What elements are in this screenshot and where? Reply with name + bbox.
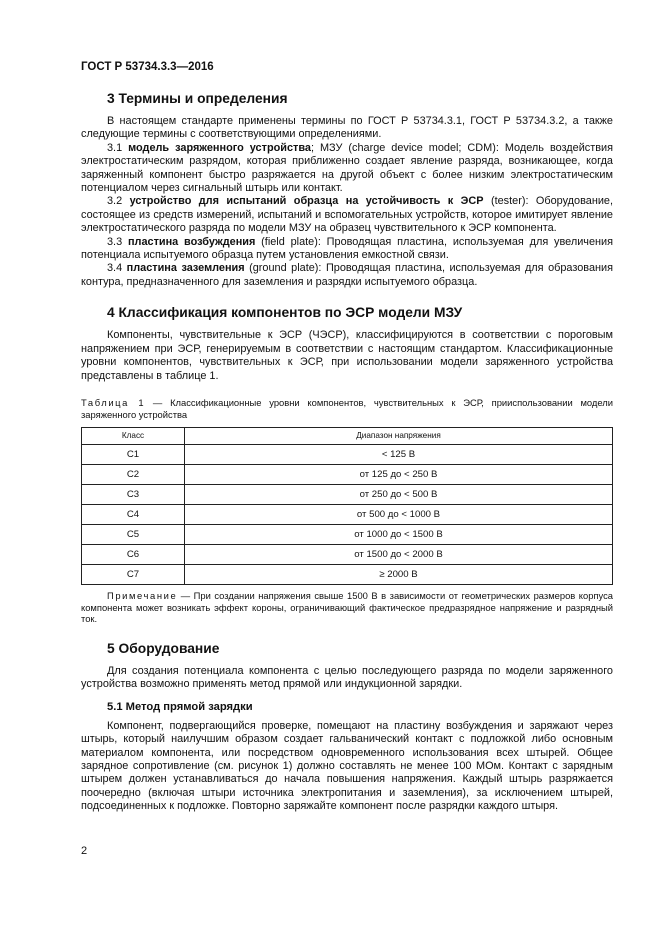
section-4-text: Компоненты, чувствительные к ЭСР (ЧЭСР), классифицируются в соответствии с пороговым напряжением при ЭСР, генерируемым в соответствии с настоящим стандартом. Классификационные уровни компонентов, чувствительных к ЭСР, при использовании модели заряженного устройства представлены в таблице 1. xyxy=(81,329,613,382)
term-definition: (tester): Оборудование, состоящее из средств измерений, испытаний и вспомогательных устройств, которое имитирует явление электростатического разряда по модели МЗУ на образец чувствительного к ЭСР компонента. xyxy=(81,195,613,235)
table-row xyxy=(82,485,613,505)
range-cell: от 500 до < 1000 В xyxy=(185,505,613,525)
table-row xyxy=(82,505,613,525)
section-3 xyxy=(81,91,613,289)
header-voltage-range: Диапазон напряжения xyxy=(185,428,613,445)
section-4 xyxy=(81,305,613,625)
table-row xyxy=(82,545,613,565)
term-3-1 xyxy=(81,142,613,196)
class-cell: C7 xyxy=(82,565,185,585)
table-row xyxy=(82,525,613,545)
note-text: — При создании напряжения свыше 1500 В в зависимости от геометрических размеров корпуса компонента может возникать эффект короны, ограничивающий фактическое предразрядное напряжение и разрядный ток. xyxy=(81,590,613,625)
term-number: 3.4 xyxy=(107,262,123,275)
range-cell: от 1000 до < 1500 В xyxy=(185,525,613,545)
note-label: Примечание xyxy=(107,590,178,602)
subsection-5-1-text: Компонент, подвергающийся проверке, помещают на пластину возбуждения и заряжают через штырь, который наилучшим образом создает гальванический контакт с подложкой либо основным материалом компонента, или посредством одновременного использования всех штырей. Общее зарядное сопротивление (см. рисунок 1) должно составлять не менее 100 МОм. Контакт с зарядным штырем должен устанавливаться до начала повышения напряжения. Каждый штырь разряжается поочередно (включая штыри источника электропитания и заземления), за исключением штырей, подсоединенных к подложке. Повторно заряжайте компонент после разрядки каждого штыря. xyxy=(81,719,613,813)
section-4-title: 4 Классификация компонентов по ЭСР модели МЗУ xyxy=(107,305,463,321)
range-cell: < 125 В xyxy=(185,445,613,465)
range-cell: ≥ 2000 В xyxy=(185,565,613,585)
term-3-3 xyxy=(81,236,613,263)
section-3-intro: В настоящем стандарте применены термины по ГОСТ Р 53734.3.1, ГОСТ Р 53734.3.2, а также следующие термины с соответствующими определениями. xyxy=(81,115,613,141)
section-5-title: 5 Оборудование xyxy=(107,640,220,656)
term-name: пластина заземления xyxy=(126,262,245,275)
classification-table xyxy=(81,427,613,585)
table-caption-text: — Классификационные уровни компонентов, чувствительных к ЭСР, прииспользовании модели заряженного устройства xyxy=(81,396,613,420)
table-header-row xyxy=(82,428,613,445)
page-content xyxy=(81,91,613,830)
range-cell: от 125 до < 250 В xyxy=(185,465,613,485)
term-number: 3.3 xyxy=(107,235,123,248)
class-cell: C3 xyxy=(82,485,185,505)
term-name: модель заряженного устройства xyxy=(128,141,311,154)
table-label: Таблица 1 xyxy=(81,396,146,408)
term-name: устройство для испытаний образца на устойчивость к ЭСР xyxy=(129,195,484,208)
class-cell: C4 xyxy=(82,505,185,525)
term-number: 3.2 xyxy=(107,195,123,208)
standard-header: ГОСТ Р 53734.3.3—2016 xyxy=(81,61,214,73)
table-row xyxy=(82,465,613,485)
term-number: 3.1 xyxy=(107,141,123,154)
class-cell: C6 xyxy=(82,545,185,565)
term-definition: ; МЗУ (charge device model; CDM): Модель воздействия электростатическим разрядом, которая приближенно создает явление разряда, возникающее, когда заряженный компонент быстро разряжается на другой объект с более низким электростатическим потенциалом через сигнальный штырь или контакт. xyxy=(81,141,613,195)
header-class: Класс xyxy=(82,428,185,445)
table-row xyxy=(82,445,613,465)
section-5 xyxy=(81,641,613,814)
term-3-4 xyxy=(81,262,613,289)
term-definition: (ground plate): Проводящая пластина, используемая для образования контура, предназначенного для заземления и разрядки испытуемого образца. xyxy=(81,262,613,288)
class-cell: C5 xyxy=(82,525,185,545)
section-3-title: 3 Термины и определения xyxy=(107,91,288,106)
subsection-5-1-title: 5.1 Метод прямой зарядки xyxy=(107,700,253,713)
table-caption xyxy=(81,397,613,420)
table-row xyxy=(82,565,613,585)
class-cell: C2 xyxy=(82,465,185,485)
table-note xyxy=(81,590,613,625)
term-3-2 xyxy=(81,195,613,235)
term-definition: (field plate): Проводящая пластина, используемая для увеличения потенциала испытуемого образца путем установления емкостной связи. xyxy=(81,235,614,262)
class-cell: C1 xyxy=(82,445,185,465)
range-cell: от 250 до < 500 В xyxy=(185,485,613,505)
term-name: пластина возбуждения xyxy=(127,235,256,248)
section-5-text: Для создания потенциала компонента с целью последующего разряда по модели заряженного устройства возможно применять метод прямой или индукционной зарядки. xyxy=(81,664,613,691)
page-number: 2 xyxy=(81,845,88,857)
range-cell: от 1500 до < 2000 В xyxy=(185,545,613,565)
